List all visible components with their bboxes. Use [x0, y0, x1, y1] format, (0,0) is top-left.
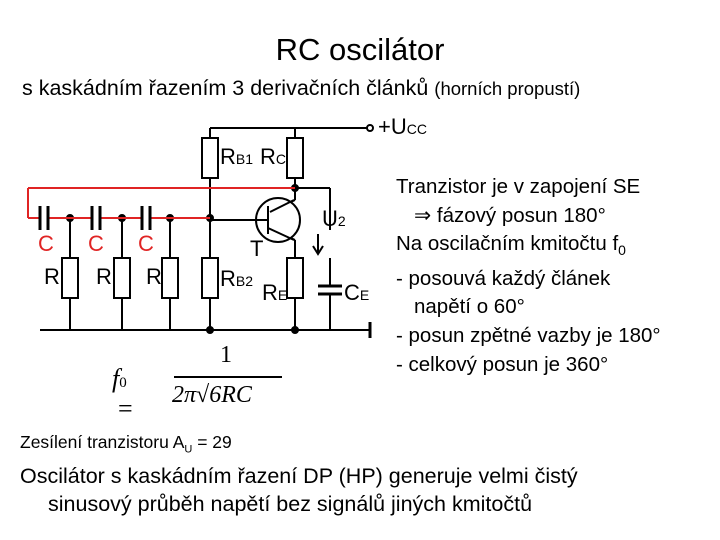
note-line-7: - celkový posun je 360°	[396, 352, 609, 376]
capacitor-label-2: C	[88, 231, 104, 256]
subtitle-main: s kaskádním řazením 3 derivačních článků	[22, 76, 429, 100]
rb1-label: RB1	[220, 144, 254, 169]
fraction-bar	[174, 376, 282, 378]
note-line-2: ⇒ fázový posun 180°	[414, 203, 606, 227]
summary	[20, 462, 578, 518]
summary-line-2: sinusový průběh napětí bez signálů jiných kmitočtů	[48, 492, 533, 516]
supply-label: +UCC	[378, 114, 427, 139]
note-line-3: Na oscilačním kmitočtu $f_0$	[396, 232, 626, 259]
ladder-resistor-label-1: R	[44, 264, 60, 289]
formula-numerator: 1	[220, 342, 232, 368]
ladder-resistor-label-3: R	[146, 264, 162, 289]
subtitle-note: (horních propustí)	[434, 78, 581, 99]
resistor-re	[287, 258, 303, 298]
feedback-path	[28, 188, 295, 218]
resistor-rb1	[202, 138, 218, 178]
capacitor-label-3: C	[138, 231, 154, 256]
ce-label: CE	[344, 280, 370, 305]
formula-lhs: f0 =	[112, 364, 133, 423]
ladder-resistor-2	[114, 258, 130, 298]
ladder-resistor-1	[62, 258, 78, 298]
u2-label: U2	[322, 206, 346, 231]
note-line-6: - posun zpětné vazby je 180°	[396, 324, 661, 348]
rc-label: RC	[260, 144, 287, 169]
notes	[396, 173, 661, 379]
formula-denominator: 2π√6RC	[172, 382, 252, 408]
ladder-resistor-label-2: R	[96, 264, 112, 289]
note-line-5: napětí o 60°	[414, 295, 525, 319]
rb2-label: RB2	[220, 266, 254, 291]
gain-text: Zesílení tranzistoru $A_U = 29$	[20, 432, 232, 456]
summary-line-1: Oscilátor s kaskádním řazení DP (HP) generuje velmi čistý	[20, 464, 578, 488]
note-line-1: Tranzistor je v zapojení SE	[396, 175, 641, 198]
resistor-rc	[287, 138, 303, 178]
page-title: RC oscilátor	[275, 32, 445, 67]
resistor-rb2	[202, 258, 218, 298]
re-label: RE	[262, 280, 288, 305]
note-line-4: - posouvá každý článek	[396, 266, 611, 290]
ladder-resistor-3	[162, 258, 178, 298]
capacitor-label-1: C	[38, 231, 54, 256]
transistor-label: T	[250, 236, 264, 261]
